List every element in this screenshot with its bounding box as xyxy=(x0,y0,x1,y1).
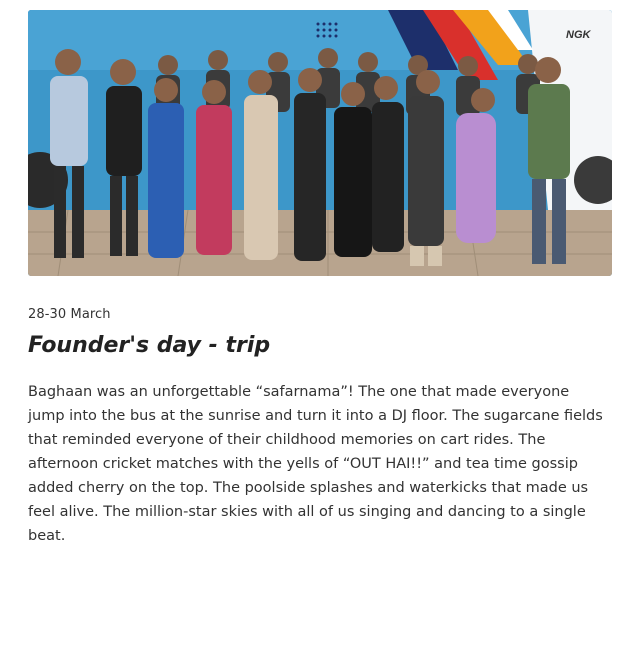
event-description: Baghaan was an unforgettable “safarnama”! The one that made everyone jump into the bus at the sunrise and turn it into a DJ floor. The sugarcane fields that reminded everyone of their childhood memories on cart rides. The afternoon cricket matches with the yells of “OUT HAI!!” and tea time gossip added cherry on the top. The poolside splashes and waterkicks that made us feel alive. The million-star skies with all of us singing and dancing to a single beat. xyxy=(28,384,603,544)
event-title: Founder's day - trip xyxy=(28,333,271,358)
event-date: 28-30 March xyxy=(28,307,111,322)
bus-logo-text: NGK xyxy=(566,29,591,41)
group-photo xyxy=(28,10,612,276)
group-photo-illustration xyxy=(28,10,612,276)
